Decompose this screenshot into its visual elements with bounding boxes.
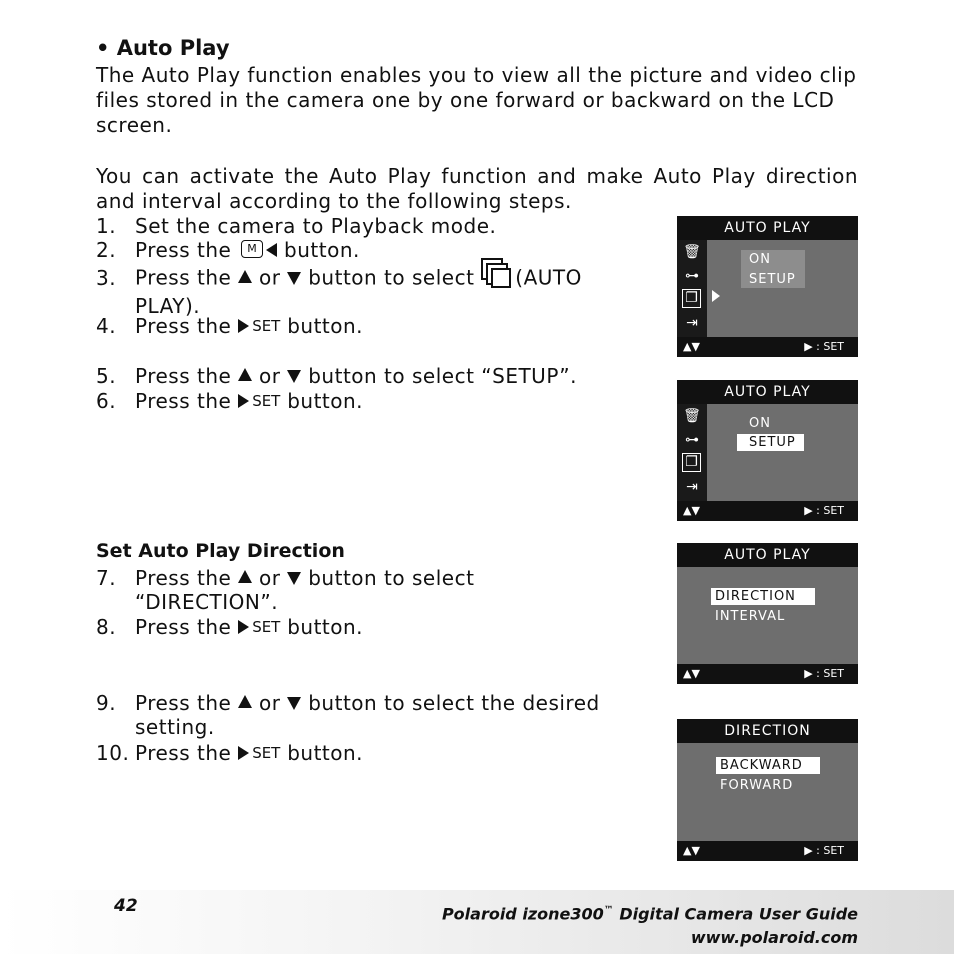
selection-pointer-icon (712, 290, 720, 302)
lcd-screen-direction (677, 719, 858, 861)
step-1 (96, 214, 496, 238)
lcd-screen-auto-play-3 (677, 543, 858, 684)
set-label: SET (252, 317, 281, 335)
step-2: 2. Press the M button. (96, 238, 360, 262)
lcd-footer: ▲▼ ▶ : SET (677, 664, 858, 684)
lcd-screen-auto-play-1 (677, 216, 858, 357)
step-number: 5. (96, 364, 117, 388)
intro-paragraph: The Auto Play function enables you to view all the picture and video clip files stored in the camera one by one forward or backward on the LCD screen. (96, 63, 857, 137)
activate-paragraph: You can activate the Auto Play function and make Auto Play direction and interval according to the following steps. (96, 164, 858, 213)
lcd-header: AUTO PLAY (677, 543, 858, 567)
up-arrow-icon (238, 368, 252, 381)
down-arrow-icon (287, 272, 301, 285)
step-number: 4. (96, 314, 117, 338)
menu-button-icon: M (241, 240, 263, 258)
lcd-footer: ▲▼ ▶ : SET (677, 841, 858, 861)
page-number: 42 (114, 896, 138, 916)
lcd-footer: ▲▼ ▶ : SET (677, 337, 858, 357)
subheading-direction: Set Auto Play Direction (96, 540, 345, 562)
lcd-header: DIRECTION (677, 719, 858, 743)
right-arrow-icon (238, 319, 249, 333)
step-5: 5. Press the or button to select “SETUP”. (96, 364, 577, 388)
down-arrow-icon (287, 370, 301, 383)
step-4: 4. Press the SET button. (96, 314, 364, 338)
lcd-item-direction: DIRECTION (711, 588, 815, 605)
right-arrow-icon (238, 394, 249, 408)
set-label: SET (252, 744, 281, 762)
exit-icon: ⇥ (686, 479, 698, 495)
website-url: www.polaroid.com (690, 928, 858, 948)
step-number: 10. (96, 741, 130, 765)
trash-icon: 🗑 (683, 408, 701, 424)
section-title: • Auto Play (96, 36, 230, 60)
step-7: 7. Press the or button to select “DIRECTION”. (96, 566, 475, 614)
left-arrow-icon (266, 243, 277, 257)
lcd-item-setup: SETUP (737, 434, 804, 451)
step-9: 9. Press the or button to select the desired setting. (96, 691, 600, 739)
auto-play-icon: ❐ (682, 453, 701, 472)
down-arrow-icon (287, 697, 301, 710)
auto-play-icon (481, 258, 511, 288)
key-icon: ⊶ (685, 432, 699, 448)
lcd-item-on: ON (749, 252, 771, 267)
right-arrow-icon (238, 746, 249, 760)
down-arrow-icon (287, 572, 301, 585)
step-number: 9. (96, 691, 117, 715)
step-10: 10. Press the SET button. (96, 741, 364, 765)
key-icon: ⊶ (685, 268, 699, 284)
step-number: 7. (96, 566, 117, 590)
set-label: SET (252, 392, 281, 410)
up-arrow-icon (238, 570, 252, 583)
step-6: 6. Press the SET button. (96, 389, 364, 413)
step-number: 1. (96, 214, 117, 238)
lcd-item-on: ON (749, 416, 771, 431)
auto-play-icon: ❐ (682, 289, 701, 308)
lcd-item-setup: SETUP (749, 272, 796, 287)
step-number: 8. (96, 615, 117, 639)
lcd-item-forward: FORWARD (720, 778, 794, 793)
lcd-header: AUTO PLAY (677, 216, 858, 240)
step-number: 3. (96, 265, 117, 290)
up-arrow-icon (238, 270, 252, 283)
step-number: 6. (96, 389, 117, 413)
lcd-item-interval: INTERVAL (715, 609, 786, 624)
step-number: 2. (96, 238, 117, 262)
step-3: 3. Press the or button to select (AUTO PLAY). (96, 264, 582, 318)
step-text: Set the camera to Playback mode. (135, 214, 497, 238)
lcd-sidebar (677, 240, 707, 337)
step-8: 8. Press the SET button. (96, 615, 364, 639)
right-arrow-icon (238, 620, 249, 634)
lcd-sidebar (677, 404, 707, 501)
set-label: SET (252, 618, 281, 636)
guide-title: Polaroid izone300™ Digital Camera User Guide www.polaroid.com (442, 899, 858, 950)
up-arrow-icon (238, 695, 252, 708)
trash-icon: 🗑 (683, 244, 701, 260)
lcd-footer: ▲▼ ▶ : SET (677, 501, 858, 521)
exit-icon: ⇥ (686, 315, 698, 331)
lcd-item-backward: BACKWARD (716, 757, 820, 774)
lcd-screen-auto-play-2 (677, 380, 858, 521)
lcd-header: AUTO PLAY (677, 380, 858, 404)
